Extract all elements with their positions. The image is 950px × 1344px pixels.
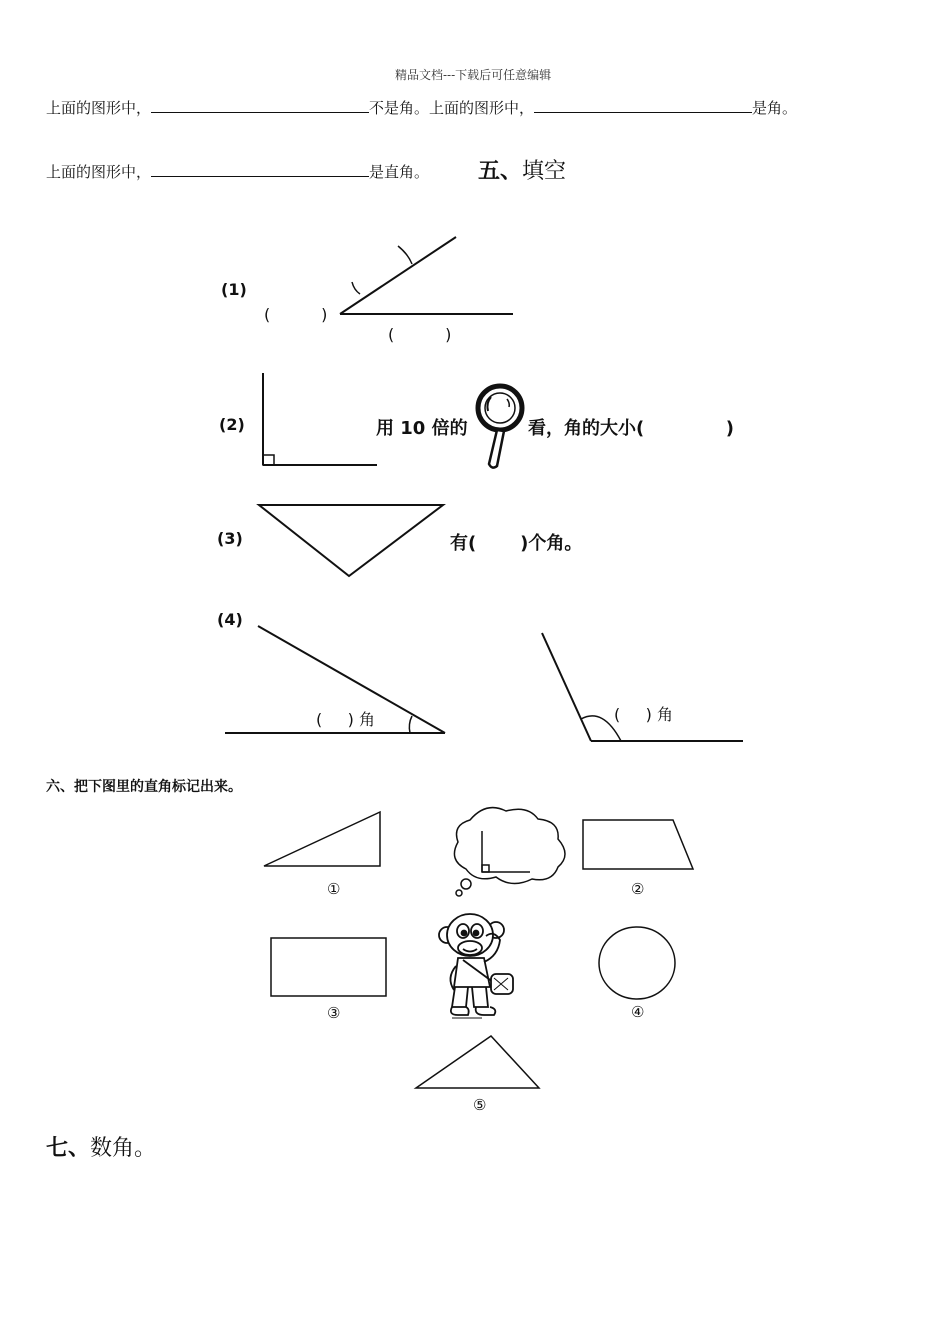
q4-text-a[interactable]: ( ) 角 [316,710,376,729]
shape-2-label: ② [631,880,645,898]
magnifier-icon [478,386,522,468]
section-7-title [46,1131,156,1162]
q3-label: (3) [217,529,243,548]
q2-right-angle [263,373,377,465]
q1-label: (1) [221,280,247,299]
shape-1-right-triangle[interactable] [264,812,380,866]
section-5-text: 填空 [522,159,567,184]
section-7-number: 七、 [46,1135,91,1161]
line1-prefix-a: 上面的图形中， [46,99,152,117]
line2-prefix: 上面的图形中， [46,163,152,181]
shape-5-label: ⑤ [473,1096,487,1114]
q1-paren-bottom[interactable]: ( ) [388,325,452,344]
section-5-number: 五、 [478,158,523,184]
q2-text-b[interactable]: 看，角的大小( ) [528,418,734,439]
q4-label: (4) [217,610,243,629]
shape-4-circle[interactable] [599,927,675,999]
section-6-title: 六、把下图里的直角标记出来。 [46,779,242,795]
line1-suffix-b: 是角。 [752,99,798,117]
line1-suffix-a: 不是角。 [369,99,430,117]
q1-paren-left[interactable]: ( ) [264,305,328,324]
line1-prefix-b: 上面的图形中， [429,99,535,117]
q4-text-b[interactable]: ( ) 角 [614,705,674,724]
section-7-text: 数角。 [90,1136,157,1161]
shape-4-label: ④ [631,1003,645,1021]
q2-label: (2) [219,415,245,434]
page-header: 精品文档---下载后可任意编辑 [395,68,552,82]
q3-triangle [259,505,443,576]
shape-2-trapezoid[interactable] [583,820,693,869]
shape-5-triangle[interactable] [416,1036,539,1088]
shape-3-label: ③ [327,1004,341,1022]
thought-bubble-icon [454,808,565,896]
q2-text-a: 用 10 倍的 [376,418,468,439]
line2-suffix: 是直角。 [369,163,430,181]
q3-text[interactable]: 有( )个角。 [450,533,583,554]
q1-angle [340,237,513,314]
shape-3-rectangle[interactable] [271,938,386,996]
shape-1-label: ① [327,880,341,898]
monkey-icon [439,914,513,1018]
